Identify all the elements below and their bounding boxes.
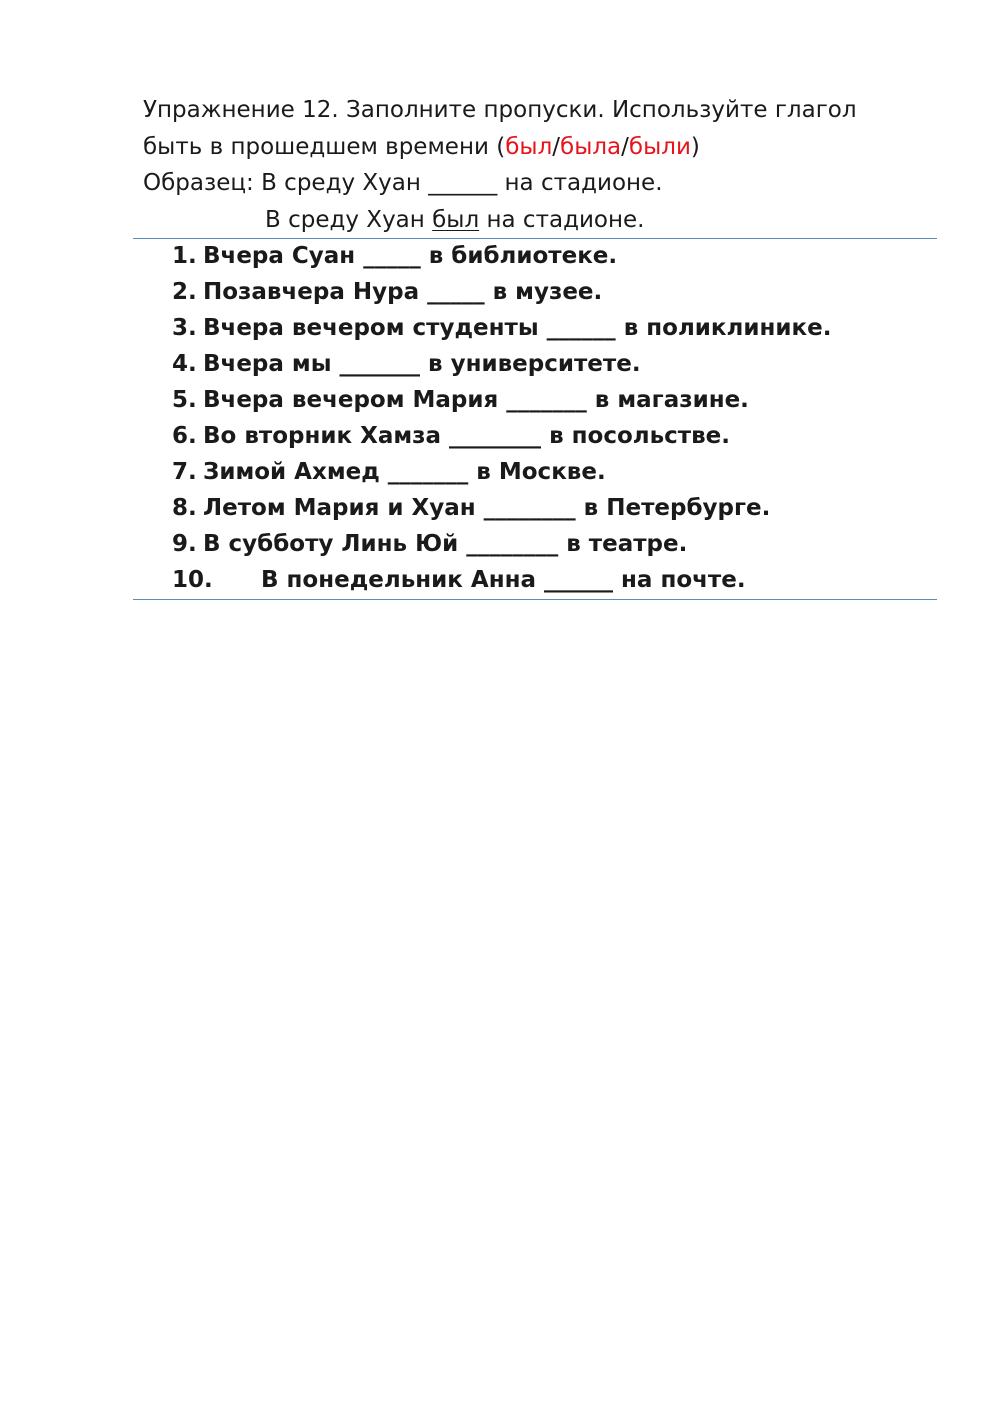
verb-form-feminine: была xyxy=(560,133,622,160)
exercise-sentence: В субботу Линь Юй ________ в театре. xyxy=(203,531,688,557)
exercise-sentence: Позавчера Нура _____ в музее. xyxy=(203,279,603,305)
example-answer-prefix: В среду Хуан xyxy=(265,206,433,233)
exercise-item xyxy=(172,562,932,598)
exercise-sentence: Летом Мария и Хуан ________ в Петербурге. xyxy=(203,495,771,521)
exercise-sentence: В понедельник Анна ______ на почте. xyxy=(261,567,746,593)
exercise-list xyxy=(172,238,932,598)
bottom-divider xyxy=(133,599,937,600)
exercise-item xyxy=(172,454,932,490)
example-answer-suffix: на стадионе. xyxy=(479,206,645,233)
instruction-line-2-prefix: быть в прошедшем времени ( xyxy=(143,133,506,160)
example-answer-line xyxy=(143,202,923,239)
exercise-sentence: Вчера мы _______ в университете. xyxy=(203,351,641,377)
exercise-number: 1. xyxy=(172,243,197,269)
exercise-number: 5. xyxy=(172,387,197,413)
exercise-number: 2. xyxy=(172,279,197,305)
example-line xyxy=(143,165,923,202)
verb-form-masculine: был xyxy=(505,133,553,160)
exercise-item xyxy=(172,238,932,274)
exercise-item xyxy=(172,418,932,454)
exercise-number: 3. xyxy=(172,315,197,341)
exercise-sentence: Вчера вечером студенты ______ в поликлинике. xyxy=(203,315,832,341)
instruction-line-2 xyxy=(143,129,923,166)
exercise-item xyxy=(172,310,932,346)
exercise-instructions xyxy=(143,92,923,238)
exercise-number: 10. xyxy=(172,567,213,593)
exercise-number: 8. xyxy=(172,495,197,521)
exercise-item xyxy=(172,274,932,310)
exercise-item xyxy=(172,490,932,526)
exercise-number: 7. xyxy=(172,459,197,485)
slash-separator: / xyxy=(621,133,629,160)
slash-separator: / xyxy=(552,133,561,160)
exercise-item xyxy=(172,526,932,562)
instruction-line-2-suffix: ) xyxy=(690,133,700,160)
instruction-line-1: Упражнение 12. Заполните пропуски. Используйте глагол xyxy=(143,97,857,123)
exercise-number: 4. xyxy=(172,351,197,377)
example-label: Образец: xyxy=(143,170,262,196)
exercise-sentence: Вчера Суан _____ в библиотеке. xyxy=(203,243,618,269)
exercise-item xyxy=(172,382,932,418)
exercise-number: 6. xyxy=(172,423,197,449)
exercise-sentence: Зимой Ахмед _______ в Москве. xyxy=(203,459,606,485)
example-answer-word: был xyxy=(432,206,480,233)
exercise-number: 9. xyxy=(172,531,197,557)
example-question: В среду Хуан ______ на стадионе. xyxy=(261,170,663,196)
exercise-item xyxy=(172,346,932,382)
verb-form-plural: были xyxy=(628,133,691,160)
exercise-sentence: Во вторник Хамза ________ в посольстве. xyxy=(203,423,731,449)
exercise-sentence: Вчера вечером Мария _______ в магазине. xyxy=(203,387,749,413)
